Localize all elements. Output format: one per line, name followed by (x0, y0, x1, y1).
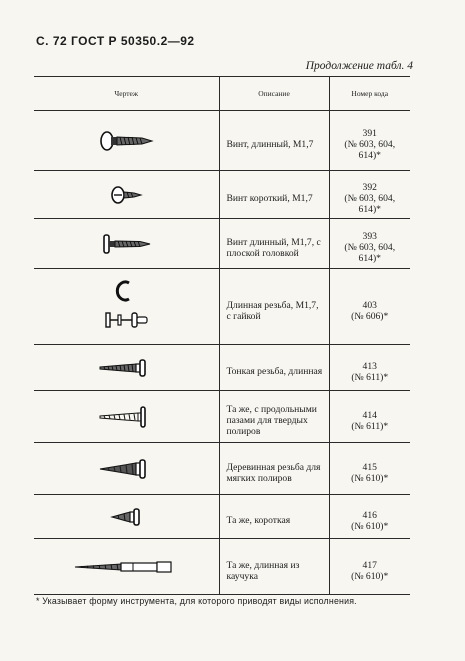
code-ref: (№ 606)* (351, 310, 389, 322)
description-cell: Та же, длинная из каучука (219, 539, 329, 595)
flathead-screw-icon (98, 232, 154, 256)
code-number: 392 (362, 182, 377, 193)
description-cell: Длинная резьба, М1,7, с гайкой (219, 269, 329, 345)
code-number: 417 (362, 559, 377, 571)
code-ref: (№ 603, 604, (344, 193, 396, 204)
table-continuation-label: Продолжение табл. 4 (305, 60, 413, 72)
code-ref: 614)* (358, 204, 381, 215)
description-cell: Деревинная резьба для мягких полиров (219, 443, 329, 495)
column-header-code: Номер кода (329, 77, 410, 111)
long-rubber-thread-icon (71, 557, 181, 577)
table-row (34, 219, 410, 269)
fine-thread-screw-icon (96, 358, 156, 378)
code-ref: (№ 611)* (351, 420, 389, 432)
code-number: 415 (362, 461, 377, 473)
code-cell (329, 345, 410, 391)
code-number: 403 (362, 299, 377, 311)
table-row (34, 111, 410, 171)
table-row (34, 495, 410, 539)
drawing-cell (34, 495, 219, 539)
code-cell (329, 495, 410, 539)
screw-with-nut-icon (96, 279, 156, 335)
column-header-description: Описание (219, 77, 329, 111)
mandrel-table (34, 76, 410, 595)
code-cell (329, 539, 410, 595)
table-row (34, 391, 410, 443)
code-cell (329, 219, 410, 269)
description-cell: Тонкая резьба, длинная (219, 345, 329, 391)
column-header-drawing: Чертеж (34, 77, 219, 111)
code-cell (329, 443, 410, 495)
description-cell: Винт, длинный, М1,7 (219, 111, 329, 171)
grooved-screw-icon (96, 405, 156, 429)
code-ref: (№ 610)* (351, 472, 389, 484)
code-cell (329, 111, 410, 171)
code-ref: 614)* (358, 253, 381, 264)
table-header-row (34, 77, 410, 111)
code-cell (329, 171, 410, 219)
short-wood-thread-icon (106, 505, 146, 529)
code-ref: 614)* (358, 150, 381, 161)
table-row (34, 171, 410, 219)
description-cell: Та же, короткая (219, 495, 329, 539)
table-row (34, 443, 410, 495)
code-number: 416 (362, 509, 377, 521)
code-cell (329, 391, 410, 443)
drawing-cell (34, 391, 219, 443)
code-ref: (№ 610)* (351, 520, 389, 532)
code-ref: (№ 603, 604, (344, 139, 396, 150)
drawing-cell (34, 219, 219, 269)
wood-thread-icon (96, 457, 156, 481)
drawing-cell (34, 111, 219, 171)
drawing-cell (34, 539, 219, 595)
description-cell: Винт длинный, М1,7, с плоской головкой (219, 219, 329, 269)
table-row (34, 539, 410, 595)
table-row (34, 345, 410, 391)
long-screw-icon (96, 130, 156, 152)
drawing-cell (34, 345, 219, 391)
code-cell (329, 269, 410, 345)
description-cell: Та же, с продольными пазами для твердых полиров (219, 391, 329, 443)
drawing-cell (34, 171, 219, 219)
code-number: 391 (362, 128, 377, 139)
footnote: * Указывает форму инструмента, для которого приводят виды исполнения. (36, 596, 357, 606)
drawing-cell (34, 443, 219, 495)
code-ref: (№ 611)* (351, 371, 389, 383)
code-number: 393 (362, 231, 377, 242)
page-header: С. 72 ГОСТ Р 50350.2—92 (36, 34, 195, 48)
short-screw-icon (106, 184, 146, 206)
code-number: 413 (362, 360, 377, 372)
table-row (34, 269, 410, 345)
code-ref: (№ 603, 604, (344, 242, 396, 253)
code-ref: (№ 610)* (351, 570, 389, 582)
description-cell: Винт короткий, М1,7 (219, 171, 329, 219)
code-number: 414 (362, 409, 377, 421)
drawing-cell (34, 269, 219, 345)
